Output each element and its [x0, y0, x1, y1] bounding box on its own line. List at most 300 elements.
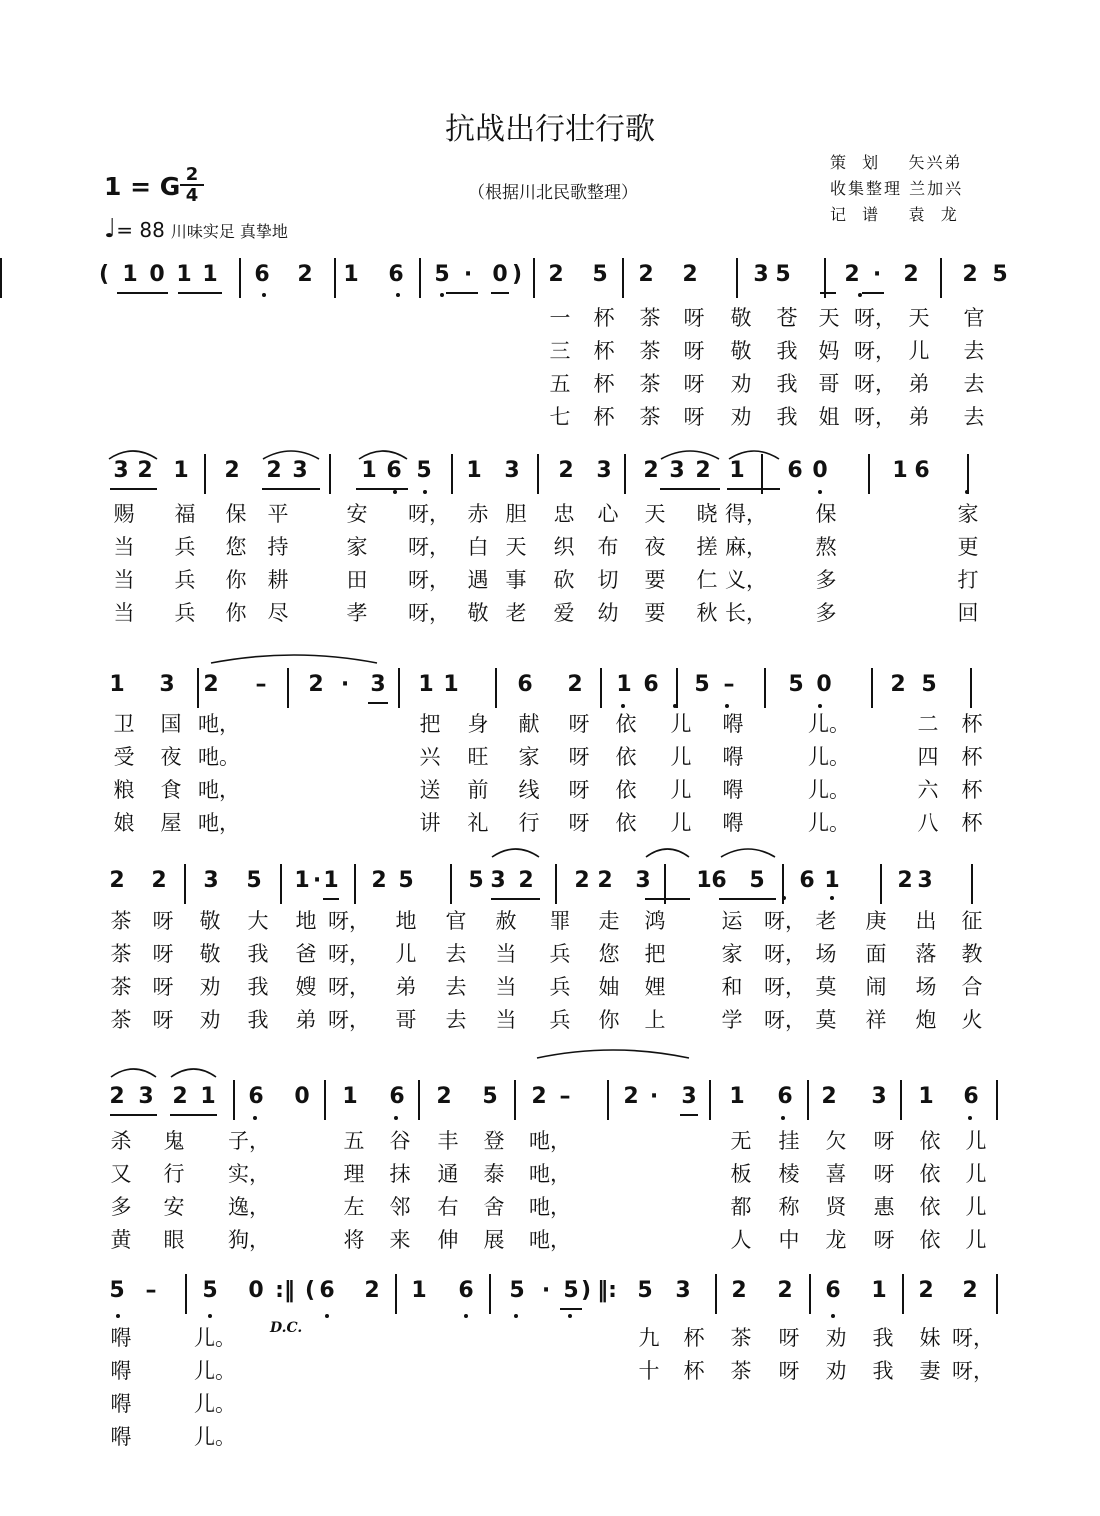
octave-dot: [858, 293, 862, 297]
lyric-syllable: 茶: [639, 405, 661, 429]
barline: [514, 1080, 516, 1120]
lyric-syllable: 将: [343, 1228, 365, 1252]
score-note: 3: [159, 672, 175, 697]
score-note: 5: [775, 262, 791, 287]
lyric-syllable: 呀: [683, 306, 705, 330]
score-note: 5: [637, 1278, 653, 1303]
lyric-syllable: 逸，: [228, 1195, 270, 1219]
lyric-syllable: 得，: [725, 502, 767, 526]
lyric-syllable: 三: [549, 339, 571, 363]
lyric-syllable: 去: [445, 975, 467, 999]
lyric-syllable: 伸: [437, 1228, 459, 1252]
lyric-syllable: 儿。: [808, 778, 850, 802]
dc-label: D.C.: [270, 1320, 303, 1336]
lyric-syllable: 嘚: [110, 1425, 132, 1449]
lyric-syllable: 呀: [683, 372, 705, 396]
lyric-syllable: 家: [957, 502, 979, 526]
score-note: 2: [844, 262, 860, 287]
lyric-syllable: 鬼: [163, 1129, 185, 1153]
tie-slur: [358, 446, 408, 460]
lyric-syllable: 当: [495, 1008, 517, 1032]
score-note: 5: [563, 1278, 579, 1303]
score-note: 5: [592, 262, 608, 287]
lyric-syllable: 我: [247, 975, 269, 999]
lyric-syllable: 儿。: [194, 1425, 236, 1449]
beam-underline: [862, 292, 884, 294]
lyric-syllable: 当: [113, 568, 135, 592]
lyric-syllable: 呀: [873, 1129, 895, 1153]
lyric-syllable: 呀: [778, 1359, 800, 1383]
score-note: ·: [312, 868, 322, 893]
lyric-syllable: 吔，: [198, 712, 240, 736]
lyric-syllable: 我: [776, 405, 798, 429]
lyric-syllable: 通: [437, 1162, 459, 1186]
lyric-syllable: 儿: [670, 745, 692, 769]
lyric-syllable: 走: [598, 909, 620, 933]
score-note: 2: [558, 458, 574, 483]
lyric-syllable: 呀: [873, 1228, 895, 1252]
lyric-syllable: 身: [467, 712, 489, 736]
lyric-syllable: 国: [160, 712, 182, 736]
score-note: 2: [821, 1084, 837, 1109]
score-note: 5: [398, 868, 414, 893]
score-note: 6: [777, 1084, 793, 1109]
lyric-syllable: 杯: [683, 1326, 705, 1350]
score-note: 1: [361, 458, 377, 483]
lyric-syllable: 呀: [152, 975, 174, 999]
lyric-syllable: 出: [915, 909, 937, 933]
lyric-syllable: 夜: [644, 535, 666, 559]
lyric-syllable: 儿: [965, 1162, 987, 1186]
lyric-syllable: 子，: [228, 1129, 270, 1153]
lyric-syllable: 吔，: [198, 811, 240, 835]
barline: [970, 668, 972, 708]
lyric-syllable: 八: [917, 811, 939, 835]
score-note: 6: [825, 1278, 841, 1303]
lyric-syllable: 多: [815, 601, 837, 625]
barline: [495, 668, 497, 708]
score-note: –: [145, 1278, 157, 1303]
barline: [807, 1080, 809, 1120]
score-note: 2: [574, 868, 590, 893]
score-note: 3: [917, 868, 933, 893]
barline: [736, 258, 738, 298]
octave-dot: [725, 704, 729, 708]
lyric-syllable: 我: [247, 1008, 269, 1032]
lyric-syllable: 都: [730, 1195, 752, 1219]
lyric-syllable: 呀，: [854, 339, 896, 363]
lyric-syllable: 我: [247, 942, 269, 966]
score-note: 1: [294, 868, 310, 893]
octave-dot: [673, 704, 677, 708]
lyric-syllable: 老: [505, 601, 527, 625]
score-note: 2: [638, 262, 654, 287]
lyric-syllable: 欠: [825, 1129, 847, 1153]
beam-underline: [446, 292, 478, 294]
lyric-syllable: 我: [776, 372, 798, 396]
lyric-syllable: 儿: [965, 1228, 987, 1252]
beam-underline: [356, 488, 408, 490]
barline: [233, 1080, 235, 1120]
octave-dot: [965, 490, 969, 494]
lyric-syllable: 家: [721, 942, 743, 966]
score-note: 2: [518, 868, 534, 893]
tie-slur: [491, 844, 540, 858]
lyric-syllable: 呀: [568, 745, 590, 769]
score-note: 2: [364, 1278, 380, 1303]
score-note: 0: [294, 1084, 310, 1109]
lyric-syllable: 杯: [961, 745, 983, 769]
lyric-syllable: 受: [113, 745, 135, 769]
lyric-syllable: 呀，: [764, 909, 806, 933]
score-note: 5: [921, 672, 937, 697]
lyric-syllable: 吔，: [529, 1162, 571, 1186]
lyric-syllable: 弟: [295, 1008, 317, 1032]
octave-dot: [781, 1116, 785, 1120]
lyric-syllable: 杯: [961, 778, 983, 802]
lyric-syllable: 行: [163, 1162, 185, 1186]
lyric-syllable: 征: [961, 909, 983, 933]
score-note: 3: [681, 1084, 697, 1109]
lyric-syllable: 我: [872, 1359, 894, 1383]
lyric-syllable: 杀: [110, 1129, 132, 1153]
lyric-syllable: 茶: [110, 1008, 132, 1032]
score-note: –: [723, 672, 735, 697]
score-note: 5: [202, 1278, 218, 1303]
lyric-syllable: 妯: [598, 975, 620, 999]
score-note: 6: [799, 868, 815, 893]
barline: [280, 864, 282, 904]
subtitle: （根据川北民歌整理）: [468, 183, 638, 203]
score-note: 1: [343, 262, 359, 287]
lyric-syllable: 展: [483, 1228, 505, 1252]
octave-dot: [325, 1314, 329, 1318]
lyric-syllable: 吔，: [529, 1129, 571, 1153]
lyric-syllable: 儿: [395, 942, 417, 966]
lyric-syllable: 妈: [818, 339, 840, 363]
tie-slur: [262, 446, 320, 460]
lyric-syllable: 劝: [825, 1326, 847, 1350]
lyric-syllable: 要: [644, 568, 666, 592]
octave-dot: [393, 490, 397, 494]
lyric-syllable: 家: [518, 745, 540, 769]
score-note: 2: [597, 868, 613, 893]
lyric-syllable: 儿: [670, 778, 692, 802]
score-note: 6: [517, 672, 533, 697]
lyric-syllable: 合: [961, 975, 983, 999]
lyric-syllable: 劝: [825, 1359, 847, 1383]
lyric-syllable: 打: [957, 568, 979, 592]
lyric-syllable: 当: [495, 975, 517, 999]
lyric-syllable: 中: [778, 1228, 800, 1252]
lyric-syllable: 教: [961, 942, 983, 966]
lyric-syllable: 二: [917, 712, 939, 736]
beam-underline: [110, 1114, 157, 1116]
lyric-syllable: 敬: [199, 909, 221, 933]
score-note: :‖: [275, 1278, 295, 1303]
lyric-syllable: 苍: [776, 306, 798, 330]
barline: [287, 668, 289, 708]
score-note: 2: [436, 1084, 452, 1109]
score-note: 1: [176, 262, 192, 287]
score-note: 1: [824, 868, 840, 893]
lyric-syllable: 火: [961, 1008, 983, 1032]
score-note: ‖:: [597, 1278, 617, 1303]
barline: [0, 258, 2, 298]
lyric-syllable: 依: [919, 1129, 941, 1153]
score-note: 0: [492, 262, 508, 287]
lyric-syllable: 兵: [549, 975, 571, 999]
beam-underline: [820, 292, 836, 294]
score-note: 2: [731, 1278, 747, 1303]
barline: [450, 864, 452, 904]
score-note: ·: [649, 1084, 659, 1109]
lyric-syllable: 卫: [113, 712, 135, 736]
lyric-syllable: 地: [295, 909, 317, 933]
lyric-syllable: 场: [915, 975, 937, 999]
beam-underline: [727, 488, 780, 490]
lyric-syllable: 茶: [110, 942, 132, 966]
score-note: 2: [109, 868, 125, 893]
lyric-syllable: 十: [638, 1359, 660, 1383]
lyric-syllable: 娌: [644, 975, 666, 999]
lyric-syllable: 赦: [495, 909, 517, 933]
barline: [622, 258, 624, 298]
song-title: 抗战出行壮行歌: [445, 112, 655, 147]
tie-slur: [728, 446, 780, 460]
lyric-syllable: 茶: [639, 339, 661, 363]
lyric-syllable: 敬: [199, 942, 221, 966]
lyric-syllable: 天: [908, 306, 930, 330]
lyric-syllable: 娘: [113, 811, 135, 835]
lyric-syllable: 实，: [228, 1162, 270, 1186]
barline: [676, 668, 678, 708]
lyric-syllable: 搓: [696, 535, 718, 559]
score-note: 2: [531, 1084, 547, 1109]
lyric-syllable: 织: [553, 535, 575, 559]
lyric-syllable: 儿: [670, 811, 692, 835]
score-note: 6: [254, 262, 270, 287]
lyric-syllable: 家: [346, 535, 368, 559]
score-note: 2: [962, 262, 978, 287]
lyric-syllable: 平: [267, 502, 289, 526]
lyric-syllable: 丰: [437, 1129, 459, 1153]
tie-slur: [108, 446, 158, 460]
lyric-syllable: 哥: [395, 1008, 417, 1032]
octave-dot: [568, 1314, 572, 1318]
lyric-syllable: 晓: [696, 502, 718, 526]
beam-underline: [170, 1114, 217, 1116]
lyric-syllable: 食: [160, 778, 182, 802]
lyric-syllable: 呀: [568, 778, 590, 802]
octave-dot: [621, 704, 625, 708]
lyric-syllable: 五: [343, 1129, 365, 1153]
lyric-syllable: 遇: [467, 568, 489, 592]
score-note: 2: [777, 1278, 793, 1303]
lyric-syllable: 龙: [825, 1228, 847, 1252]
lyric-syllable: 呀，: [854, 372, 896, 396]
lyric-syllable: 呀，: [952, 1359, 994, 1383]
score-note: 2: [890, 672, 906, 697]
lyric-syllable: 依: [615, 811, 637, 835]
lyric-syllable: 吔。: [198, 745, 240, 769]
lyric-syllable: 兴: [419, 745, 441, 769]
score-note: –: [255, 672, 267, 697]
lyric-syllable: 安: [163, 1195, 185, 1219]
barline: [868, 454, 870, 494]
lyric-syllable: 呀，: [764, 942, 806, 966]
lyric-syllable: 弟: [908, 405, 930, 429]
lyric-syllable: 多: [110, 1195, 132, 1219]
lyric-syllable: 布: [597, 535, 619, 559]
lyric-syllable: 儿。: [194, 1392, 236, 1416]
lyric-syllable: 落: [915, 942, 937, 966]
lyric-syllable: 当: [495, 942, 517, 966]
lyric-syllable: 鸿: [644, 909, 666, 933]
score-note: 5: [694, 672, 710, 697]
lyric-syllable: 依: [919, 1195, 941, 1219]
lyric-syllable: 呀，: [328, 1008, 370, 1032]
key-signature: 1 = G: [104, 172, 181, 201]
score-note: 3: [753, 262, 769, 287]
credit-planning: 策 划 矢兴弟: [830, 153, 963, 172]
score-note: 2: [548, 262, 564, 287]
lyric-syllable: 依: [615, 778, 637, 802]
credit-notation: 记 谱 袁 龙: [830, 205, 959, 224]
score-note: (: [98, 262, 110, 287]
barline: [533, 258, 535, 298]
score-note: 6: [319, 1278, 335, 1303]
lyric-syllable: 嘚: [110, 1392, 132, 1416]
tie-slur: [660, 446, 720, 460]
lyric-syllable: 妹: [919, 1326, 941, 1350]
barline: [624, 454, 626, 494]
lyric-syllable: 场: [815, 942, 837, 966]
barline: [880, 864, 882, 904]
lyric-syllable: 惠: [873, 1195, 895, 1219]
score-note: 6: [388, 262, 404, 287]
lyric-syllable: 嘚: [722, 778, 744, 802]
lyric-syllable: 回: [957, 601, 979, 625]
lyric-syllable: 黄: [110, 1228, 132, 1252]
score-note: 1: [918, 1084, 934, 1109]
score-note: 0: [149, 262, 165, 287]
lyric-syllable: 杯: [961, 811, 983, 835]
lyric-syllable: 天: [818, 306, 840, 330]
lyric-syllable: 依: [615, 712, 637, 736]
score-note: 3: [113, 458, 129, 483]
lyric-syllable: 胆: [505, 502, 527, 526]
lyric-syllable: 闹: [865, 975, 887, 999]
lyric-syllable: 呀: [873, 1162, 895, 1186]
lyric-syllable: 劝: [730, 405, 752, 429]
octave-dot: [116, 1314, 120, 1318]
lyric-syllable: 把: [419, 712, 441, 736]
lyric-syllable: 又: [110, 1162, 132, 1186]
lyric-syllable: 五: [549, 372, 571, 396]
octave-dot: [514, 1314, 518, 1318]
score-note: 1: [411, 1278, 427, 1303]
lyric-syllable: 呀，: [408, 568, 450, 592]
lyric-syllable: 姐: [818, 405, 840, 429]
tie-slur: [170, 1064, 217, 1078]
lyric-syllable: 呀: [152, 909, 174, 933]
lyric-syllable: 你: [598, 1008, 620, 1032]
lyric-syllable: 大: [247, 909, 269, 933]
score-note: 1: [616, 672, 632, 697]
barline: [600, 668, 602, 708]
lyric-syllable: 呀，: [764, 1008, 806, 1032]
score-note: 2: [172, 1084, 188, 1109]
octave-dot: [818, 704, 822, 708]
score-note: –: [559, 1084, 571, 1109]
score-note: 6: [963, 1084, 979, 1109]
lyric-syllable: 熬: [815, 535, 837, 559]
lyric-syllable: 泰: [483, 1162, 505, 1186]
lyric-syllable: 天: [505, 535, 527, 559]
lyric-syllable: 杯: [593, 339, 615, 363]
lyric-syllable: 上: [644, 1008, 666, 1032]
lyric-syllable: 哥: [818, 372, 840, 396]
score-note: 2: [962, 1278, 978, 1303]
score-note: 2: [266, 458, 282, 483]
lyric-syllable: 茶: [730, 1359, 752, 1383]
lyric-syllable: 吔，: [529, 1228, 571, 1252]
lyric-syllable: 兵: [174, 535, 196, 559]
score-note: 6: [248, 1084, 264, 1109]
lyric-syllable: 地: [395, 909, 417, 933]
beam-underline: [323, 898, 339, 900]
lyric-syllable: 儿。: [194, 1326, 236, 1350]
score-note: 2: [203, 672, 219, 697]
lyric-syllable: 庚: [865, 909, 887, 933]
score-note: ): [511, 262, 523, 287]
score-note: 6: [386, 458, 402, 483]
lyric-syllable: 我: [872, 1326, 894, 1350]
lyric-syllable: 儿。: [194, 1359, 236, 1383]
lyric-syllable: 持: [267, 535, 289, 559]
lyric-syllable: 秋: [696, 601, 718, 625]
score-note: 5: [482, 1084, 498, 1109]
lyric-syllable: 献: [518, 712, 540, 736]
lyric-syllable: 旺: [467, 745, 489, 769]
score-note: 3: [203, 868, 219, 893]
lyric-syllable: 一: [549, 306, 571, 330]
lyric-syllable: 礼: [467, 811, 489, 835]
barline: [709, 1080, 711, 1120]
barline: [329, 454, 331, 494]
barline: [996, 1274, 998, 1314]
lyric-syllable: 运: [721, 909, 743, 933]
barline: [354, 864, 356, 904]
score-note: 1: [729, 458, 745, 483]
barline: [971, 864, 973, 904]
lyric-syllable: 敬: [467, 601, 489, 625]
barline: [940, 258, 942, 298]
lyric-syllable: 眼: [163, 1228, 185, 1252]
lyric-syllable: 呀: [152, 1008, 174, 1032]
score-note: 1: [109, 672, 125, 697]
lyric-syllable: 去: [963, 405, 985, 429]
score-note: 2: [308, 672, 324, 697]
score-note: 2: [695, 458, 711, 483]
lyric-syllable: 杯: [593, 372, 615, 396]
octave-dot: [208, 1314, 212, 1318]
lyric-syllable: 安: [346, 502, 368, 526]
barline: [419, 258, 421, 298]
lyric-syllable: 呀: [778, 1326, 800, 1350]
lyric-syllable: 去: [963, 372, 985, 396]
